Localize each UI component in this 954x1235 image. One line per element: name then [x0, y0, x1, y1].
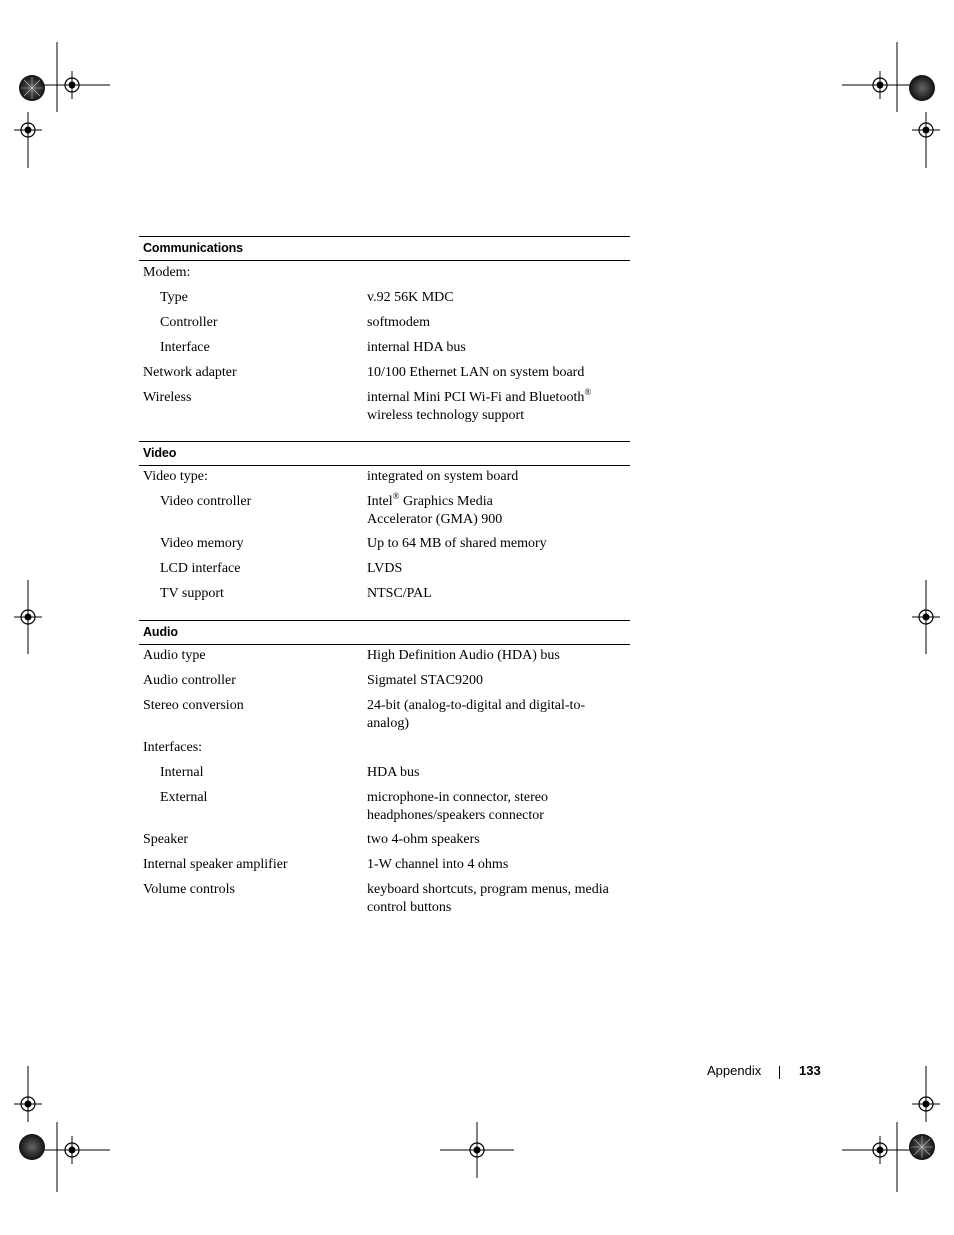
row-value: integrated on system board — [367, 469, 519, 484]
section-header-communications: Communications — [139, 236, 630, 261]
row-value: Sigmatel STAC9200 — [367, 673, 483, 688]
row-label: Speaker — [143, 832, 189, 847]
row-value: v.92 56K MDC — [367, 290, 454, 305]
section-header-video: Video — [139, 441, 630, 466]
row-label: TV support — [160, 586, 224, 601]
value-text: wireless technology support — [367, 408, 525, 423]
row-label: Network adapter — [143, 365, 237, 380]
value-text: Accelerator (GMA) 900 — [367, 512, 503, 527]
row-label: Internal — [160, 765, 204, 780]
row-label: Video controller — [160, 494, 252, 509]
row-value: HDA bus — [367, 765, 420, 780]
spec-table — [139, 236, 630, 936]
row-value: keyboard shortcuts, program menus, media control buttons — [367, 882, 609, 915]
value-text: internal Mini PCI Wi-Fi and Bluetooth — [367, 390, 585, 405]
row-label: Interfaces: — [143, 740, 203, 755]
row-label: Controller — [160, 315, 218, 330]
row-label: Video type: — [143, 469, 208, 484]
row-label: Stereo conversion — [143, 698, 244, 713]
value-text: Intel — [367, 494, 393, 509]
row-value: Up to 64 MB of shared memory — [367, 536, 547, 551]
row-value: microphone-in connector, stereo headphones/speakers connector — [367, 790, 548, 823]
row-value: NTSC/PAL — [367, 586, 432, 601]
row-label: Audio controller — [143, 673, 236, 688]
page-number: 133 — [799, 1063, 821, 1078]
row-value — [367, 493, 629, 529]
footer-section-name: Appendix — [707, 1063, 762, 1078]
row-value: softmodem — [367, 315, 430, 330]
row-value: 10/100 Ethernet LAN on system board — [367, 365, 585, 380]
row-label: Type — [160, 290, 188, 305]
registered-mark: ® — [584, 387, 592, 397]
row-label: Wireless — [143, 390, 192, 405]
value-text: Graphics Media — [399, 494, 493, 509]
row-value: High Definition Audio (HDA) bus — [367, 648, 560, 663]
footer-divider — [779, 1066, 780, 1079]
row-value: LVDS — [367, 561, 403, 576]
row-value: 24-bit (analog-to-digital and digital-to-analog) — [367, 698, 586, 731]
row-label: Volume controls — [143, 882, 235, 897]
row-label: Video memory — [160, 536, 244, 551]
row-label: LCD interface — [160, 561, 241, 576]
row-label: External — [160, 790, 208, 805]
row-value: 1-W channel into 4 ohms — [367, 857, 509, 872]
row-label: Interface — [160, 340, 210, 355]
row-label: Audio type — [143, 648, 206, 663]
row-label: Internal speaker amplifier — [143, 857, 288, 872]
row-value: internal HDA bus — [367, 340, 466, 355]
registered-mark: ® — [392, 491, 400, 501]
row-value — [367, 389, 629, 425]
row-value: two 4-ohm speakers — [367, 832, 480, 847]
row-label: Modem: — [143, 265, 191, 280]
page-footer — [700, 1061, 830, 1081]
section-header-audio: Audio — [139, 620, 630, 645]
